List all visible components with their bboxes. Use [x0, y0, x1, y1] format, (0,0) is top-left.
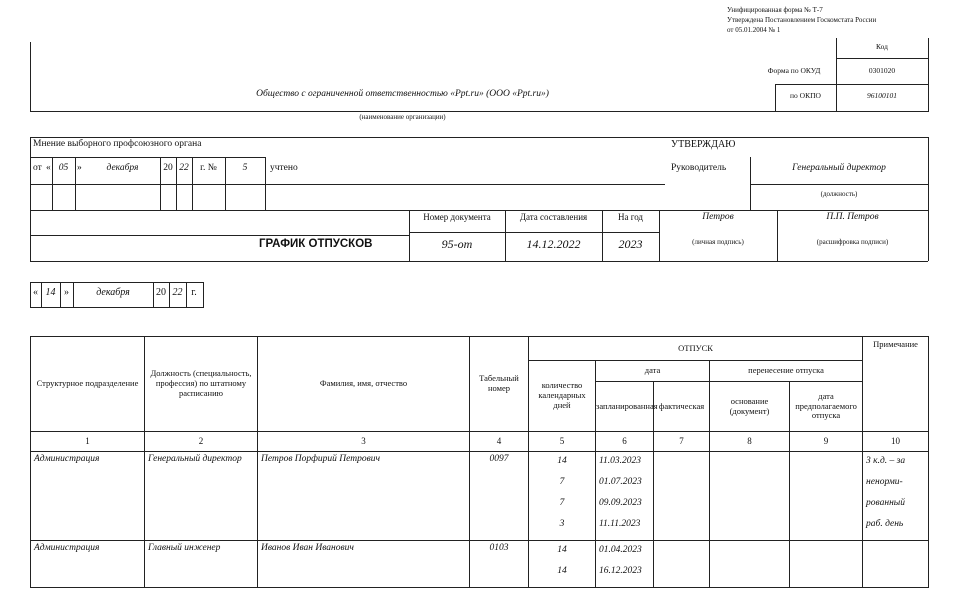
planned-date: 16.12.2023: [599, 566, 642, 576]
header-planned: запланированная: [596, 382, 654, 432]
days-value: 7: [559, 477, 565, 487]
name-caption: (расшифровка подписи): [816, 238, 889, 246]
planned-date: 01.04.2023: [599, 545, 642, 555]
row-actual: [654, 541, 710, 588]
vacation-table: [30, 336, 929, 588]
kod-label: Код: [876, 42, 888, 51]
table-row: [31, 541, 929, 588]
approve-position-caption: (должность): [820, 190, 858, 198]
note-line: рованный: [866, 498, 905, 508]
form-header-line3: от 05.01.2004 № 1: [727, 26, 781, 34]
organization-caption: (наименование организации): [359, 113, 446, 121]
row-fio: Петров Порфирий Петрович: [258, 452, 470, 541]
union-quote-close: »: [77, 163, 82, 173]
row-dept: Администрация: [31, 452, 145, 541]
document-title: ГРАФИК ОТПУСКОВ: [259, 238, 373, 250]
row-position: Генеральный директор: [145, 452, 258, 541]
row-planned: [596, 452, 654, 541]
col-number: 3: [258, 432, 470, 452]
days-value: 3: [559, 519, 565, 529]
union-number: 5: [242, 163, 248, 173]
union-month: декабря: [106, 163, 139, 173]
planned-date: 01.07.2023: [599, 477, 642, 487]
approve-title: УТВЕРЖДАЮ: [671, 139, 736, 150]
okud-value: 0301020: [868, 66, 896, 75]
header-position: Должность (специальность, профессия) по штатному расписанию: [145, 337, 258, 432]
row-dept: Администрация: [31, 541, 145, 588]
date-quote-close: »: [64, 287, 69, 298]
col-number: 1: [31, 432, 145, 452]
date-quote-open: «: [33, 287, 38, 298]
doc-date-label: Дата составления: [519, 212, 588, 222]
row-planned: [596, 541, 654, 588]
header-expected: дата предполагаемого отпуска: [790, 382, 863, 432]
col-number: 2: [145, 432, 258, 452]
union-opinion-label: Мнение выборного профсоюзного органа: [33, 139, 202, 149]
form-header: [727, 5, 876, 35]
union-status: учтено: [270, 163, 298, 173]
doc-year-label: На год: [617, 212, 644, 222]
approve-name: П.П. Петров: [826, 212, 879, 222]
form-header-line1: Унифицированная форма № Т-7: [727, 6, 823, 14]
date-month: декабря: [96, 287, 130, 298]
planned-date: 09.09.2023: [599, 498, 642, 508]
note-line: раб. день: [866, 519, 904, 529]
form-header-line2: Утверждена Постановлением Госкомстата России: [727, 16, 877, 24]
date-year-suffix: 22: [172, 287, 183, 298]
note-line: 3 к.д. – за: [866, 456, 906, 466]
row-basis: [710, 541, 790, 588]
okpo-label: по ОКПО: [790, 91, 821, 100]
row-note: [863, 452, 929, 541]
doc-number: 95-от: [441, 237, 473, 251]
signature-caption: (личная подпись): [692, 238, 744, 246]
approve-head-label: Руководитель: [671, 163, 727, 173]
date-g: г.: [191, 287, 197, 298]
doc-date: 14.12.2022: [526, 237, 581, 251]
okud-label: Форма по ОКУД: [767, 66, 821, 75]
okpo-value: 96100101: [867, 91, 897, 100]
row-days: [529, 541, 596, 588]
col-number: 8: [710, 432, 790, 452]
header-basis: основание (документ): [710, 382, 790, 432]
approve-position: Генеральный директор: [792, 163, 886, 173]
organization-name: Общество с ограниченной ответственностью «Ppt.ru» (ООО «Ppt.ru»): [256, 89, 549, 99]
row-expected: [790, 452, 863, 541]
header-date: дата: [596, 361, 710, 382]
note-line: ненорми-: [866, 477, 903, 487]
union-day: 05: [58, 163, 69, 173]
doc-number-label: Номер документа: [423, 212, 491, 222]
row-expected: [790, 541, 863, 588]
days-value: 14: [557, 456, 567, 466]
header-fio: Фамилия, имя, отчество: [258, 337, 470, 432]
row-tab: 0097: [470, 452, 529, 541]
row-note: [863, 541, 929, 588]
days-value: 14: [557, 545, 567, 555]
col-number: 9: [790, 432, 863, 452]
table-row: [31, 452, 929, 541]
header-dept: Структурное подразделение: [31, 337, 145, 432]
header-vacation: ОТПУСК: [529, 337, 863, 361]
planned-date: 11.03.2023: [599, 456, 642, 466]
days-value: 7: [559, 498, 565, 508]
days-value: 14: [557, 566, 567, 576]
doc-year: 2023: [618, 237, 643, 251]
row-fio: Иванов Иван Иванович: [258, 541, 470, 588]
col-number: 5: [529, 432, 596, 452]
col-number: 7: [654, 432, 710, 452]
header-tab: Табельный номер: [470, 337, 529, 432]
union-ot: от: [33, 163, 42, 173]
header-actual: фактическая: [654, 382, 710, 432]
header-days: количество календарных дней: [529, 361, 596, 432]
col-number: 4: [470, 432, 529, 452]
col-number: 6: [596, 432, 654, 452]
date-year-prefix: 20: [156, 287, 166, 298]
row-actual: [654, 452, 710, 541]
date-day: 14: [45, 287, 56, 298]
row-basis: [710, 452, 790, 541]
union-number-label: г. №: [200, 163, 217, 173]
row-days: [529, 452, 596, 541]
header-transfer: перенесение отпуска: [710, 361, 863, 382]
planned-date: 11.11.2023: [599, 519, 641, 529]
union-quote-open: «: [46, 163, 51, 173]
approve-signature: Петров: [702, 212, 734, 222]
union-year-suffix: 22: [179, 163, 189, 173]
union-year-prefix: 20: [163, 163, 173, 173]
header-note: Примечание: [863, 337, 929, 432]
col-number: 10: [863, 432, 929, 452]
row-position: Главный инженер: [145, 541, 258, 588]
row-tab: 0103: [470, 541, 529, 588]
